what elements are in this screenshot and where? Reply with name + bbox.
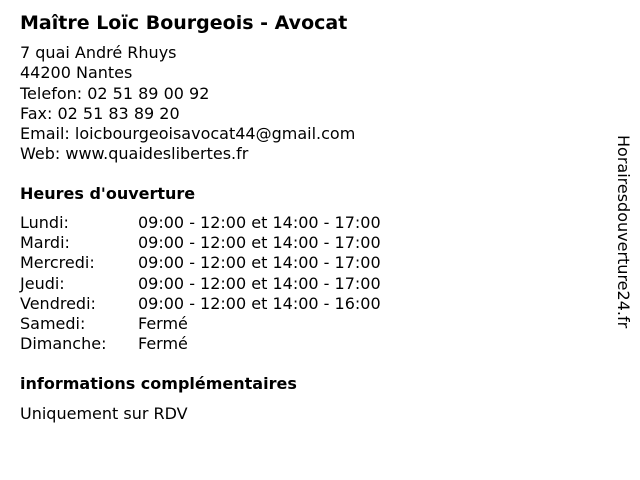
hours-day: Mercredi:	[20, 253, 95, 273]
hours-day: Jeudi:	[20, 273, 65, 293]
hours-time: 09:00 - 12:00 et 14:00 - 16:00	[138, 293, 381, 313]
hours-heading: Heures d'ouverture	[20, 184, 196, 203]
phone-line: Telefon: 02 51 89 00 92	[20, 83, 210, 103]
hours-day: Vendredi:	[20, 293, 96, 313]
contact-block	[20, 43, 355, 165]
hours-row-sunday	[20, 334, 440, 354]
email-line: Email: loicbourgeoisavocat44@gmail.com	[20, 124, 356, 144]
hours-time: Fermé	[138, 334, 188, 354]
hours-time: 09:00 - 12:00 et 14:00 - 17:00	[138, 273, 381, 293]
web-line: Web: www.quaideslibertes.fr	[20, 144, 249, 164]
hours-row-friday	[20, 294, 440, 314]
hours-row-wednesday	[20, 253, 440, 273]
hours-table	[20, 213, 440, 354]
hours-row-thursday	[20, 274, 440, 294]
info-text: Uniquement sur RDV	[20, 404, 188, 423]
hours-time: 09:00 - 12:00 et 14:00 - 17:00	[138, 253, 381, 273]
hours-day: Mardi:	[20, 233, 70, 253]
address-city: 44200 Nantes	[20, 63, 133, 83]
business-name: Maître Loïc Bourgeois - Avocat	[20, 12, 348, 34]
site-brand: Horairesdouverture24.fr	[614, 135, 633, 329]
hours-day: Samedi:	[20, 313, 86, 333]
address-street: 7 quai André Rhuys	[20, 43, 177, 62]
hours-row-monday	[20, 213, 440, 233]
hours-day: Lundi:	[20, 213, 69, 232]
hours-row-tuesday	[20, 233, 440, 253]
hours-day: Dimanche:	[20, 334, 107, 354]
fax-line: Fax: 02 51 83 89 20	[20, 103, 180, 123]
hours-time: Fermé	[138, 313, 188, 333]
hours-time: 09:00 - 12:00 et 14:00 - 17:00	[138, 213, 381, 232]
hours-row-saturday	[20, 314, 440, 334]
hours-time: 09:00 - 12:00 et 14:00 - 17:00	[138, 233, 381, 253]
info-heading: informations complémentaires	[20, 374, 297, 393]
